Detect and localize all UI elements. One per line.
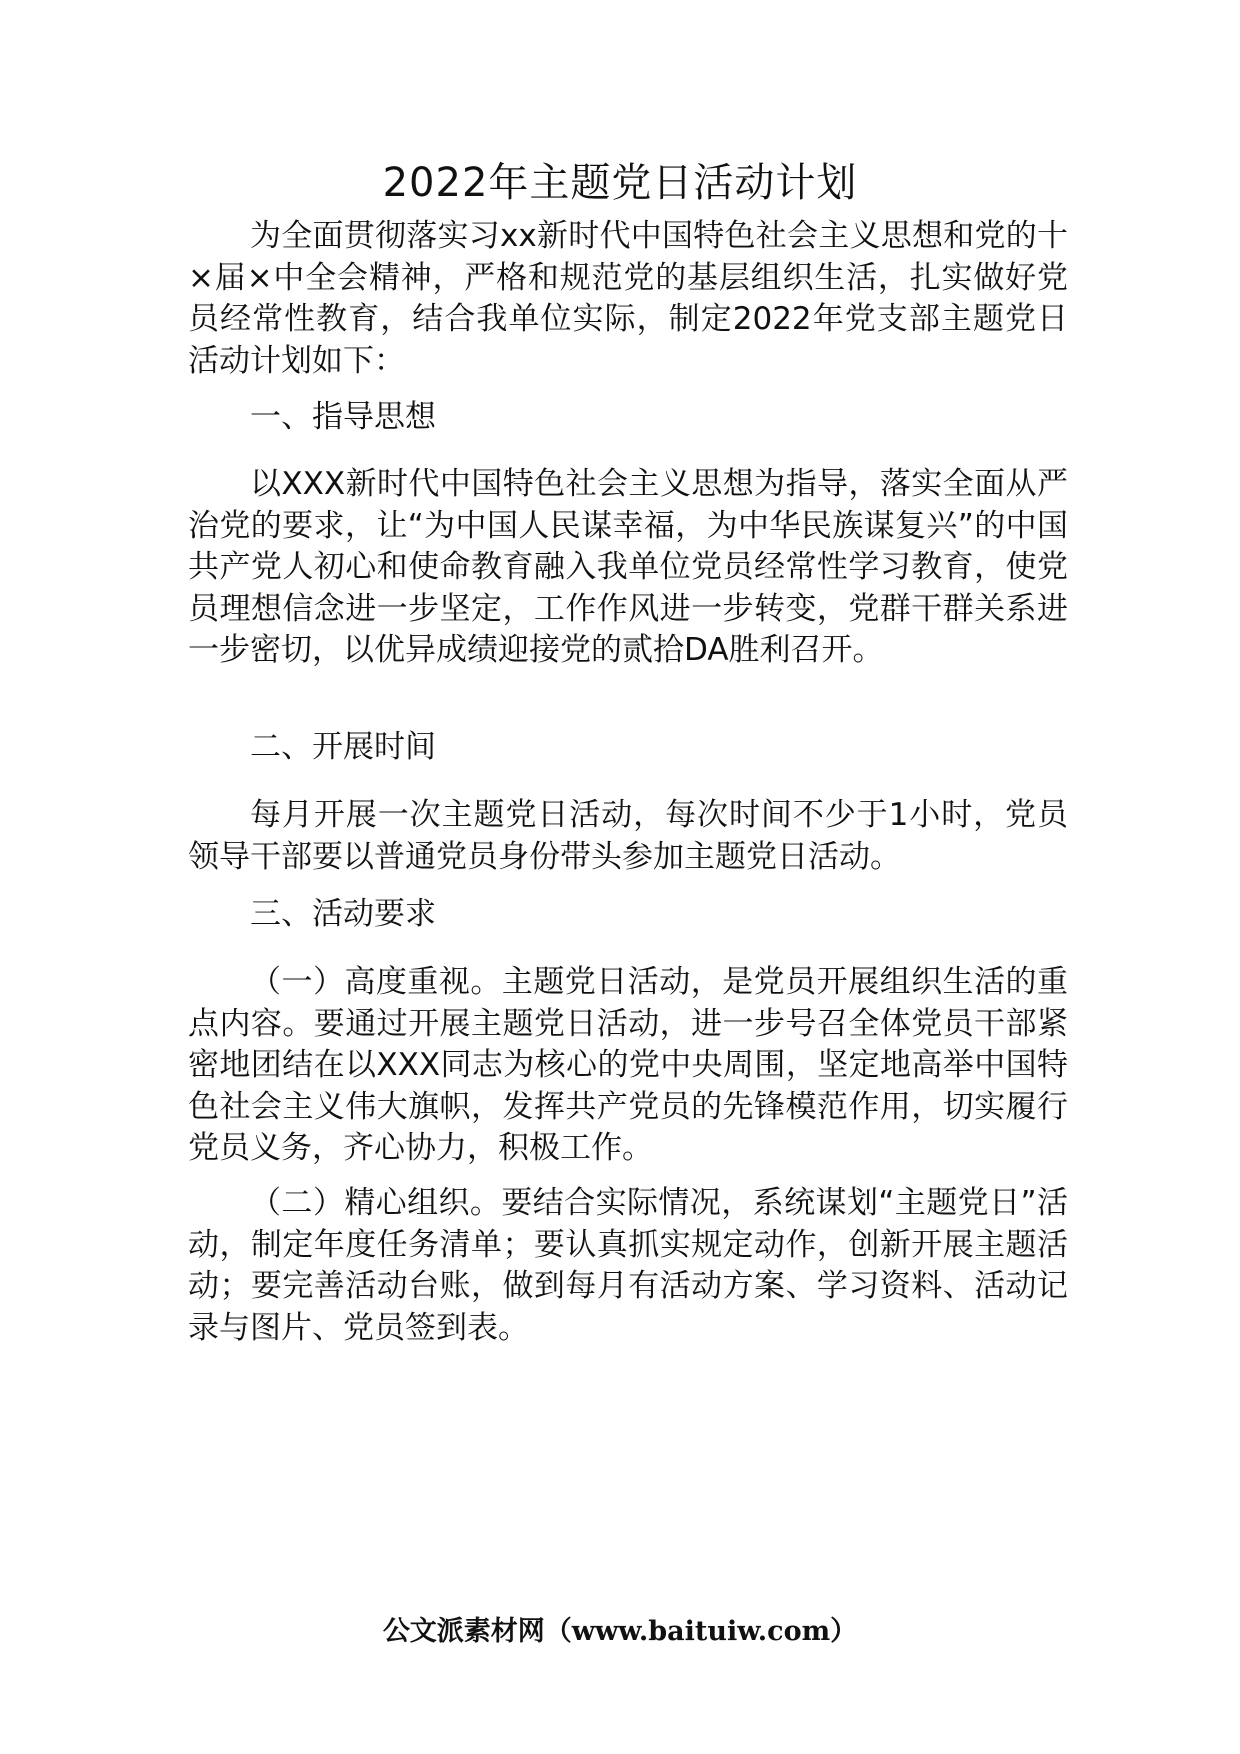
- document-title: 2022年主题党日活动计划: [382, 160, 858, 206]
- requirement-item-2: （二）精心组织。要结合实际情况，系统谋划“主题党日”活动，制定年度任务清单；要认真抓实规定动作，创新开展主题活动；要完善活动台账，做到每月有活动方案、学习资料、活动记录与图片、党员签到表。: [188, 1185, 1068, 1346]
- section-body-guiding-ideology: 以XXX新时代中国特色社会主义思想为指导，落实全面从严治党的要求，让“为中国人民谋幸福，为中华民族谋复兴”的中国共产党人初心和使命教育融入我单位党员经常性学习教育，使党员理想信念进一步坚定，工作作风进一步转变，党群干群关系进一步密切，以优异成绩迎接党的贰拾DA胜利召开。: [188, 466, 1068, 668]
- requirement-item-1: （一）高度重视。主题党日活动，是党员开展组织生活的重点内容。要通过开展主题党日活动，进一步号召全体党员干部紧密地团结在以XXX同志为核心的党中央周围，坚定地高举中国特色社会主义伟大旗帜，发挥共产党员的先锋模范作用，切实履行党员义务，齐心协力，积极工作。: [188, 964, 1068, 1166]
- section-heading-schedule: 二、开展时间: [250, 729, 436, 765]
- footer-watermark: 公文派素材网（www.baituiw.com）: [382, 1616, 858, 1647]
- section-heading-guiding-ideology: 一、指导思想: [250, 399, 436, 435]
- section-body-schedule: 每月开展一次主题党日活动，每次时间不少于1小时，党员领导干部要以普通党员身份带头参加主题党日活动。: [188, 797, 1068, 875]
- intro-paragraph: 为全面贯彻落实习xx新时代中国特色社会主义思想和党的十×届×中全会精神，严格和规范党的基层组织生活，扎实做好党员经常性教育，结合我单位实际，制定2022年党支部主题党日活动计划如下：: [188, 218, 1068, 379]
- section-heading-requirements: 三、活动要求: [250, 896, 436, 932]
